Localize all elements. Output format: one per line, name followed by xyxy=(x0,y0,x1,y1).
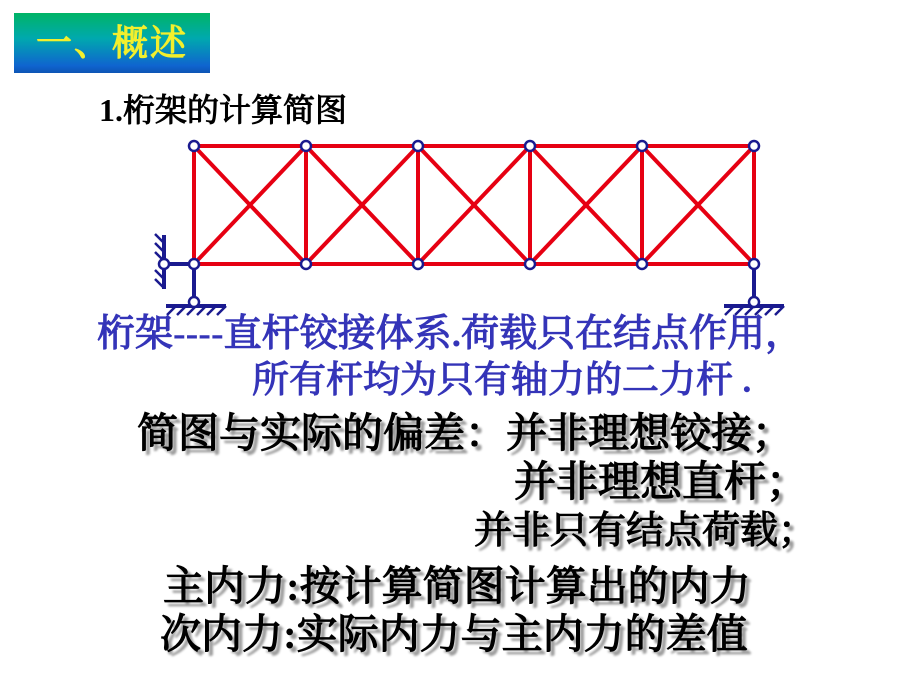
pin-joints xyxy=(159,141,759,307)
pin-joint xyxy=(413,259,423,269)
wall-pin-joint xyxy=(159,259,169,269)
section-banner-label: 一、概述 xyxy=(35,23,188,63)
definition-line-2: 所有杆均为只有轴力的二力杆 . xyxy=(252,360,752,401)
subsection-heading: 1.桁架的计算简图 xyxy=(99,92,348,128)
deviation-line-1: 简图与实际的偏差：并非理想铰接； xyxy=(137,410,793,456)
ground-pin-joint xyxy=(189,297,199,307)
section-banner xyxy=(14,13,210,73)
deviation-line-2: 并非理想直杆； xyxy=(514,460,809,506)
pin-joint xyxy=(525,141,535,151)
deviation-line-3: 并非只有结点荷载； xyxy=(474,510,817,552)
pin-joint xyxy=(301,141,311,151)
pin-joint xyxy=(749,141,759,151)
ground-pin-joint xyxy=(749,297,759,307)
pin-joint xyxy=(749,259,759,269)
pin-joint xyxy=(301,259,311,269)
secondary-force-line: 次内力:实际内力与主内力的差值 xyxy=(160,611,748,657)
definition-line-1: 桁架----直杆铰接体系.荷载只在结点作用， xyxy=(97,313,804,355)
pin-joint xyxy=(637,141,647,151)
pin-joint xyxy=(637,259,647,269)
primary-force-line: 主内力:按计算简图计算出的内力 xyxy=(163,563,751,609)
truss-members xyxy=(194,146,754,264)
pin-joint xyxy=(189,259,199,269)
pin-joint xyxy=(189,141,199,151)
truss-diagram xyxy=(140,135,810,320)
pin-joint xyxy=(413,141,423,151)
pin-joint xyxy=(525,259,535,269)
